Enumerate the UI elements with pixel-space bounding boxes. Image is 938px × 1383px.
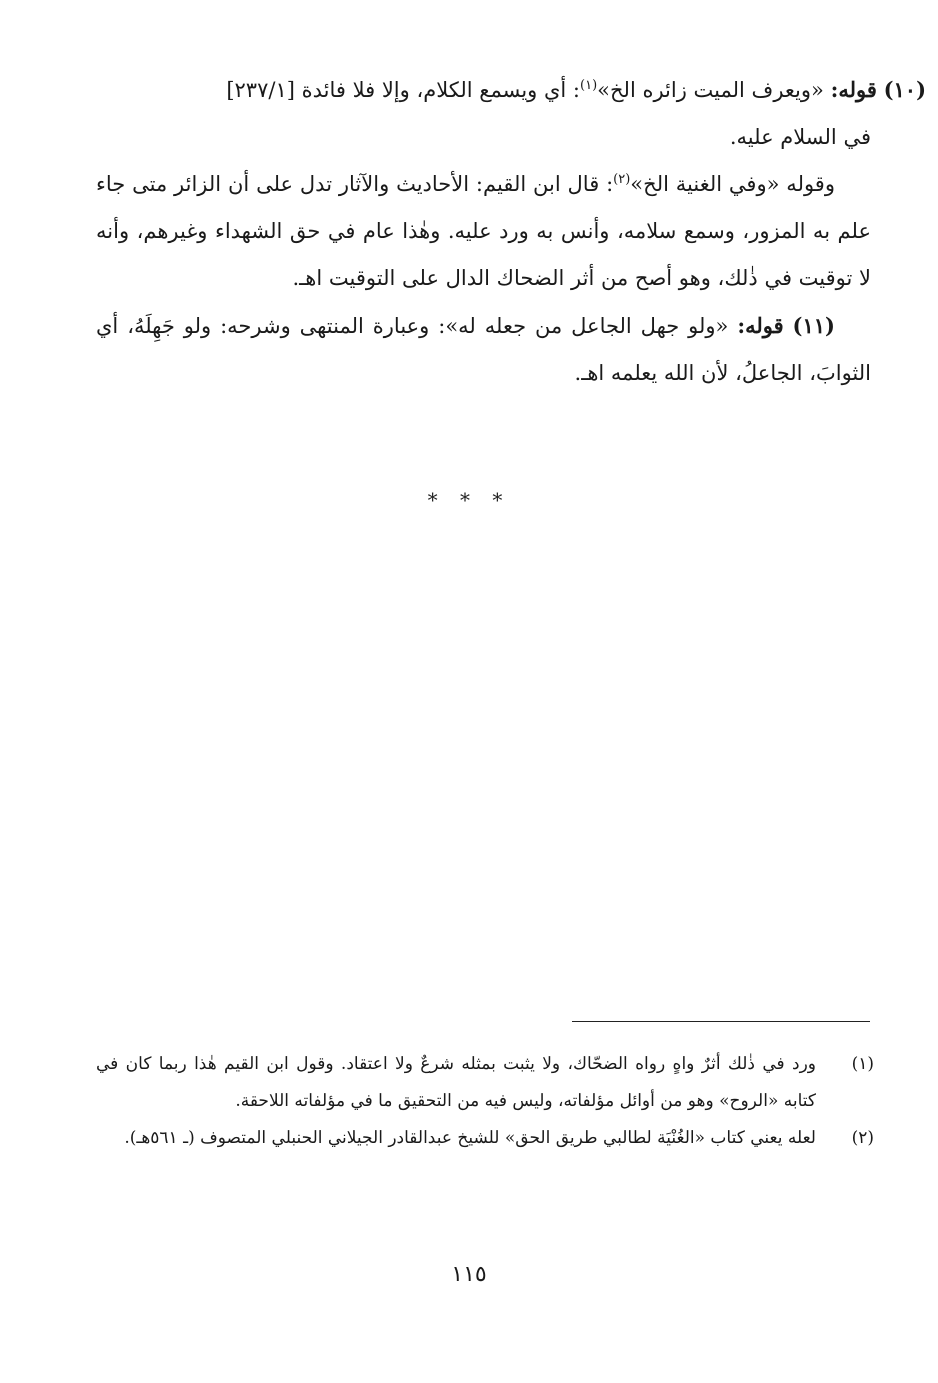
page-number: ١١٥ — [451, 1262, 487, 1287]
para-2-start: وقوله «وفي الغنية الخ» — [630, 172, 835, 196]
paragraph-2 — [96, 161, 871, 302]
footnote-ref-2: (٢) — [613, 172, 631, 187]
para-1-rest: : أي ويسمع الكلام، وإلا فلا فائدة [٢٣٧/١] — [226, 78, 581, 102]
para-3-text: «ولو جهل الجاعل من جعله له»: وعبارة المنتهى وشرحه: ولو جَهِلَهُ، أي الثوابَ، الجاعلُ، لأن الله يعلمه اهـ. — [96, 314, 871, 385]
quoted-phrase: «ويعرف الميت زائره الخ» — [597, 78, 824, 102]
para-1-line-1 — [26, 66, 926, 114]
paragraph-3 — [96, 302, 871, 397]
footnotes — [96, 1046, 874, 1157]
footnote-ref-1: (١) — [580, 78, 598, 93]
para-2-rest: : قال ابن القيم: الأحاديث والآثار تدل على أن الزائر متى جاء علم به المزور، وسمع سلامه، وأنس به ورد عليه. وهٰذا عام في حق الشهداء وغيرهم، وأنه لا توقيت في ذٰلك، وهو أصح من أثر الضحاك الدال على التوقيت اهـ. — [96, 172, 871, 290]
para-1-line-2: في السلام عليه. — [729, 125, 871, 149]
footnote-2 — [96, 1120, 874, 1157]
section-separator: * * * — [427, 488, 511, 512]
footnote-divider — [572, 1021, 870, 1022]
item-label: قوله: — [830, 77, 877, 102]
footnote-text: لعله يعني كتاب «الغُنْيَة لطالبي طريق الحق» للشيخ عبدالقادر الجيلاني الحنبلي المتصوف (ـ ٥٦١هـ). — [124, 1128, 816, 1148]
item-number-10: (١٠) — [883, 77, 926, 102]
footnote-number: (١) — [851, 1054, 874, 1074]
footnote-number: (٢) — [851, 1128, 874, 1148]
footnote-1 — [96, 1046, 874, 1120]
item-label-2: قوله: — [737, 313, 784, 338]
item-number-11: (١١) — [792, 313, 835, 338]
footnote-text: ورد في ذٰلك أثرٌ واهٍ رواه الضحّاك، ولا يثبت بمثله شرعٌ ولا اعتقاد. وقول ابن القيم هٰذا ربما كان في كتابه «الروح» وهو من أوائل مؤلفاته، وليس فيه من التحقيق ما في مؤلفاته اللاحقة. — [96, 1054, 816, 1111]
main-text — [96, 66, 926, 397]
